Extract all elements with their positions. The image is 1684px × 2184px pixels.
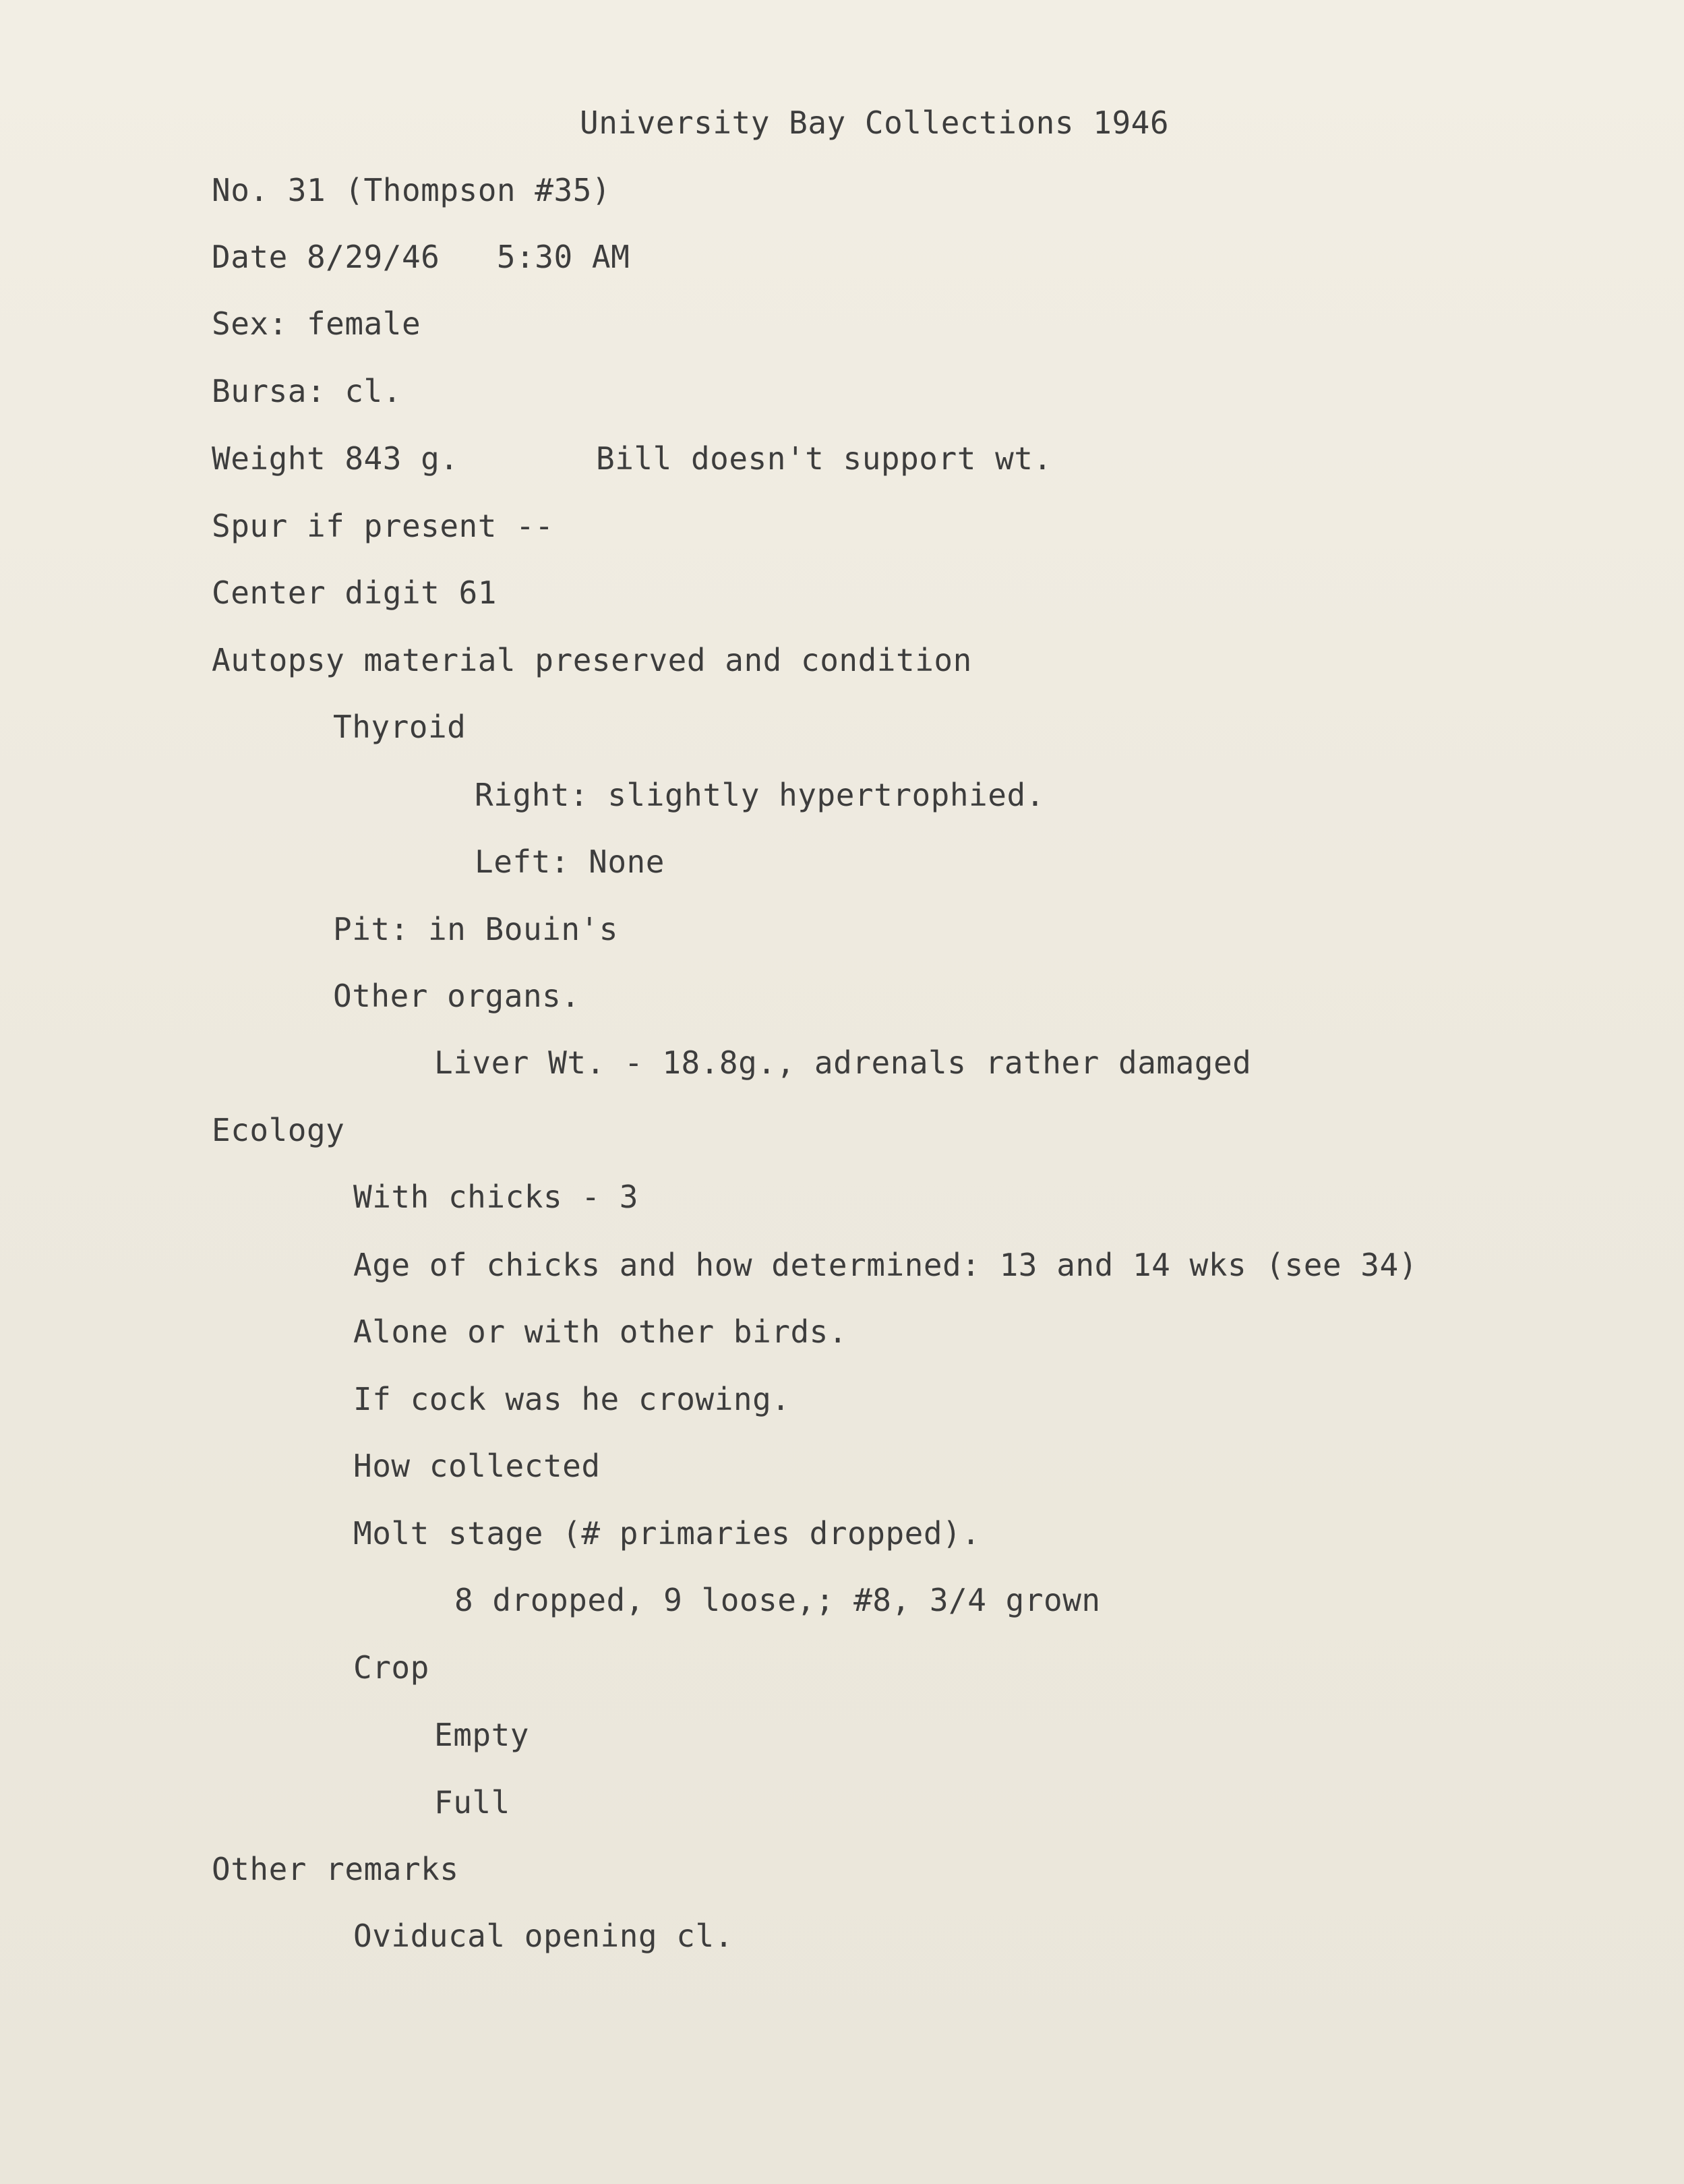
sex-field: Sex: female: [212, 305, 421, 342]
crop-label: Crop: [353, 1649, 429, 1686]
thyroid-label: Thyroid: [333, 709, 467, 745]
remarks-text: Oviducal opening cl.: [353, 1918, 733, 1954]
collection-title: University Bay Collections 1946: [580, 105, 1170, 141]
bursa-field: Bursa: cl.: [212, 373, 402, 409]
thyroid-right: Right: slightly hypertrophied.: [475, 777, 1045, 813]
weight-note: Bill doesn't support wt.: [596, 440, 1052, 477]
specimen-number: No. 31 (Thompson #35): [212, 172, 611, 208]
molt-stage: Molt stage (# primaries dropped).: [353, 1515, 981, 1552]
thyroid-left: Left: None: [475, 844, 665, 880]
liver-weight: Liver Wt. - 18.8g., adrenals rather damaged: [434, 1044, 1252, 1081]
alone-or-with-birds: Alone or with other birds.: [353, 1314, 848, 1350]
remarks-heading: Other remarks: [212, 1851, 459, 1887]
other-organs-label: Other organs.: [333, 978, 580, 1014]
crop-empty: Empty: [434, 1717, 529, 1753]
ecology-heading: Ecology: [212, 1112, 345, 1148]
center-digit-field: Center digit 61: [212, 574, 497, 611]
age-of-chicks: Age of chicks and how determined: 13 and 14 wks (see 34): [353, 1247, 1418, 1283]
spur-field: Spur if present --: [212, 508, 554, 544]
cock-crowing: If cock was he crowing.: [353, 1381, 791, 1417]
molt-detail: 8 dropped, 9 loose,; #8, 3/4 grown: [454, 1582, 1101, 1618]
autopsy-heading: Autopsy material preserved and condition: [212, 642, 972, 678]
crop-full: Full: [434, 1784, 510, 1821]
with-chicks: With chicks - 3: [353, 1179, 638, 1215]
collection-date: Date 8/29/46 5:30 AM: [212, 239, 630, 275]
pit-field: Pit: in Bouin's: [333, 911, 618, 947]
weight-field: Weight 843 g.: [212, 440, 459, 477]
how-collected: How collected: [353, 1448, 601, 1484]
